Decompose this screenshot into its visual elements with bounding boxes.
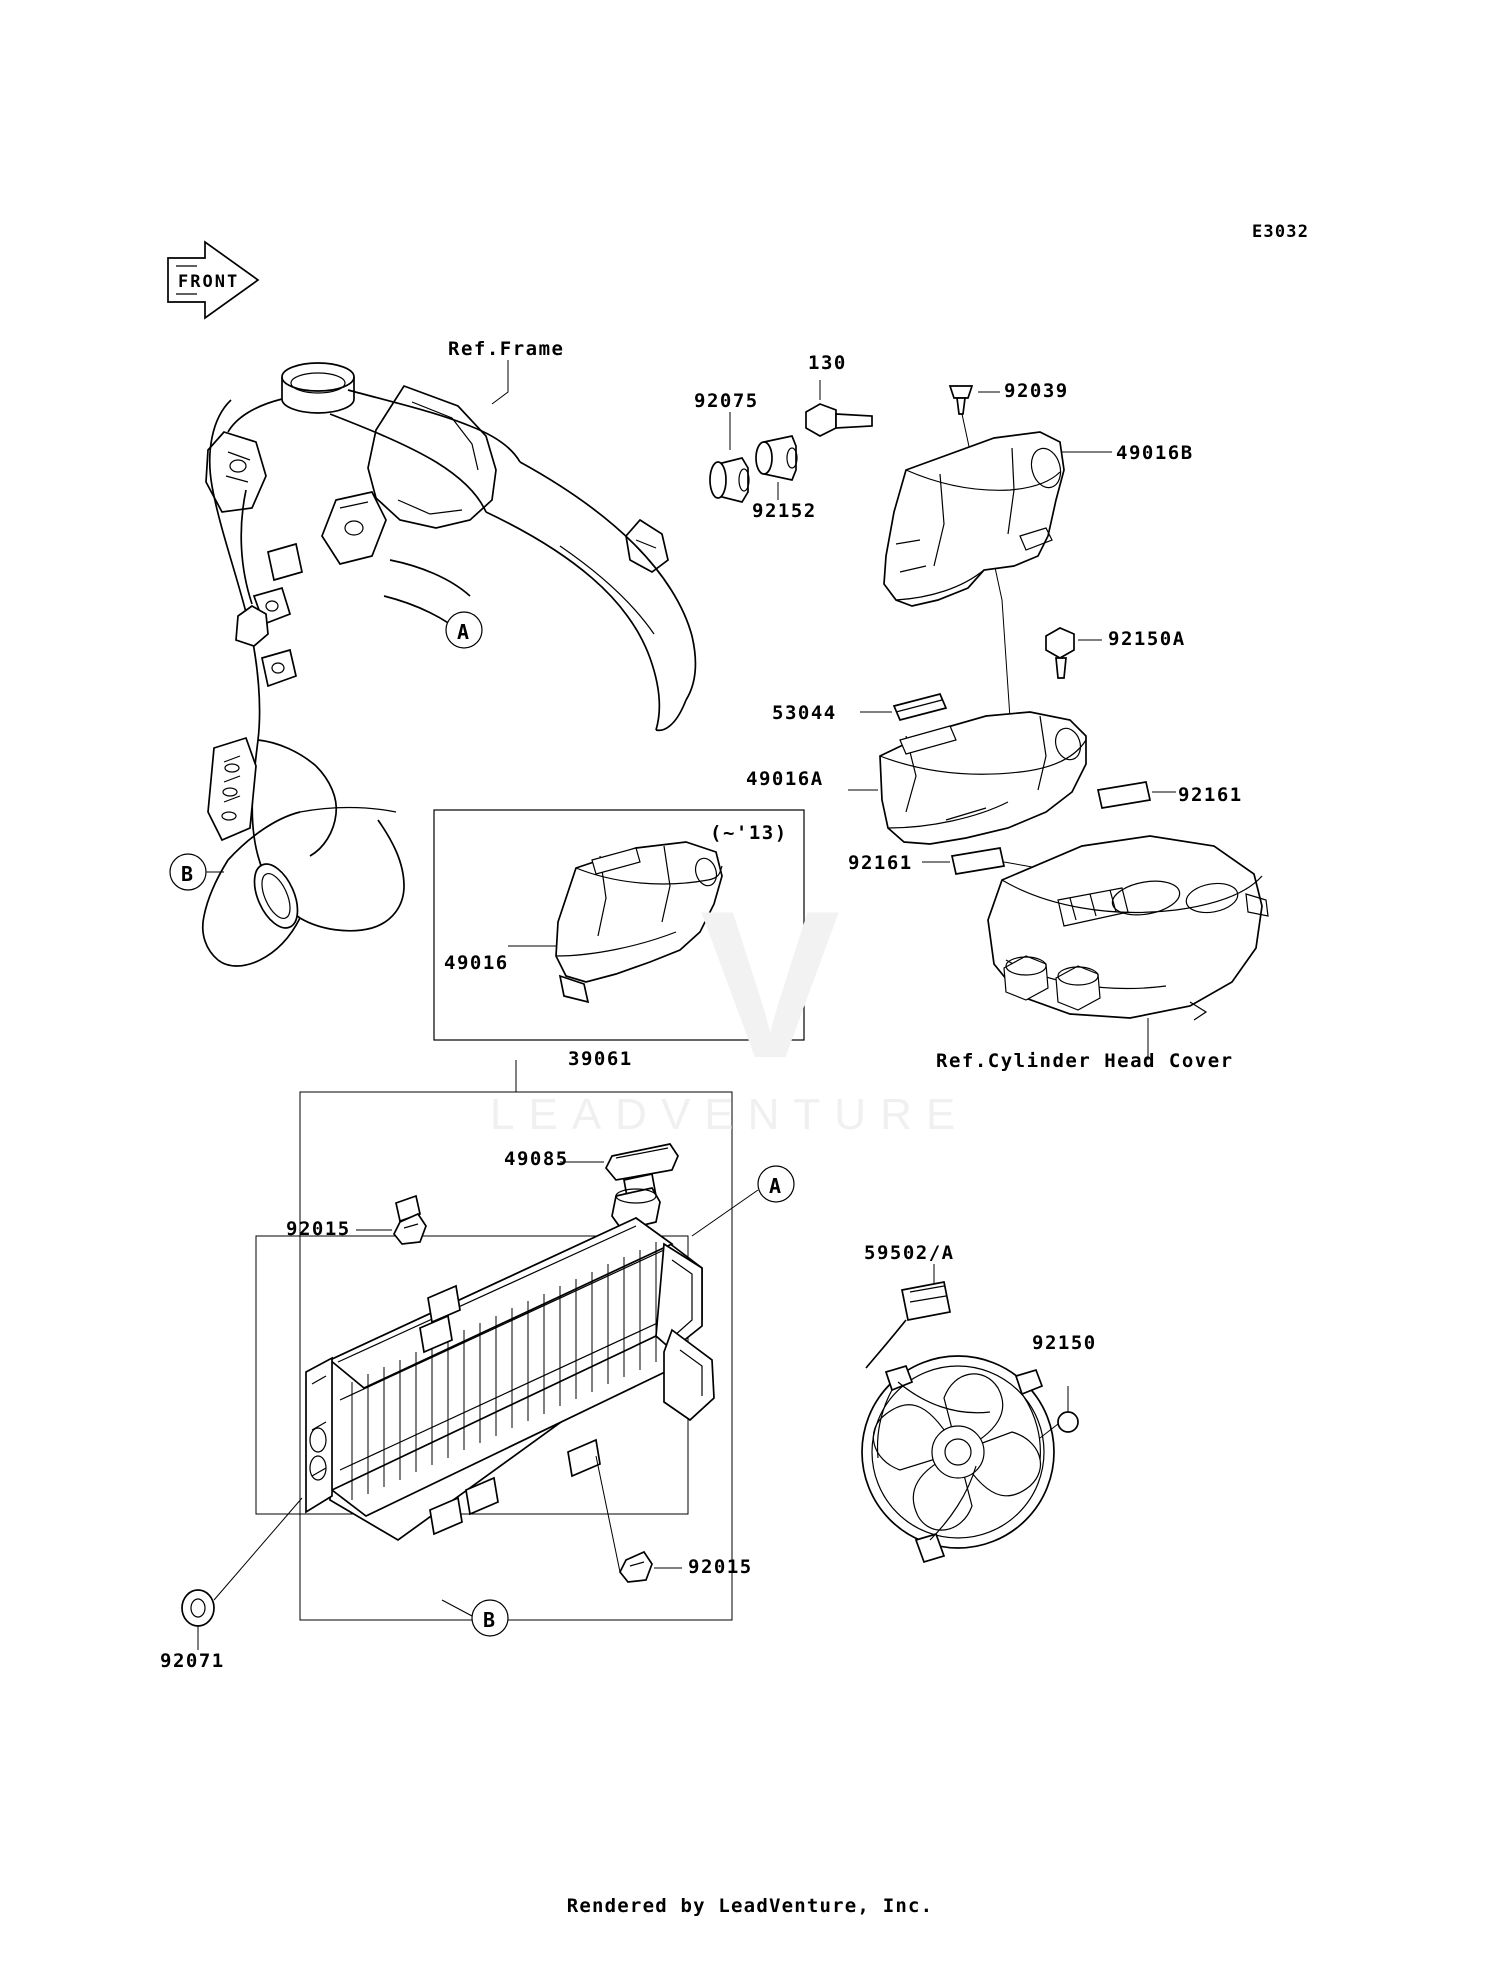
label-92150: 92150	[1032, 1332, 1097, 1354]
part-92075-damper	[710, 412, 749, 502]
part-92071-grommet	[182, 1498, 302, 1650]
part-92161-damper-right	[1098, 782, 1176, 808]
part-92150a-bolt	[1046, 628, 1102, 678]
label-53044: 53044	[772, 702, 837, 724]
label-ref-frame: Ref.Frame	[448, 338, 565, 360]
label-92150a: 92150A	[1108, 628, 1186, 650]
sheet-code: E3032	[1252, 222, 1310, 242]
label-92161-left: 92161	[848, 852, 913, 874]
balloon-b-frame: B	[181, 862, 195, 886]
cylinder-head-cover-drawing	[988, 836, 1268, 1060]
label-49016a: 49016A	[746, 768, 824, 790]
label-inset-note: (~'13)	[710, 822, 788, 844]
fan-assembly-drawing	[862, 1264, 1054, 1562]
leader-ref-frame	[492, 360, 508, 404]
balloon-b-radiator: B	[483, 1608, 497, 1632]
label-39061: 39061	[568, 1048, 633, 1070]
part-92152-collar	[756, 436, 797, 500]
label-49085: 49085	[504, 1148, 569, 1170]
part-49016a-shroud	[848, 712, 1086, 844]
part-130-bolt	[806, 380, 872, 436]
part-49085-cap	[560, 1144, 678, 1202]
label-92039: 92039	[1004, 380, 1069, 402]
label-49016b: 49016B	[1116, 442, 1194, 464]
label-92071: 92071	[160, 1650, 225, 1672]
balloon-a-frame: A	[457, 620, 471, 644]
part-92015-nut-lower	[596, 1456, 682, 1582]
watermark-text: LEADVENTURE	[490, 1090, 970, 1139]
balloon-b-frame-circle	[170, 854, 224, 890]
balloon-a-radiator: A	[769, 1174, 783, 1198]
label-ref-cylinder-head-cover: Ref.Cylinder Head Cover	[936, 1050, 1234, 1072]
label-92015-top: 92015	[286, 1218, 351, 1240]
label-59502a: 59502/A	[864, 1242, 955, 1264]
balloon-b-radiator-circle	[442, 1600, 508, 1636]
label-92161-right: 92161	[1178, 784, 1243, 806]
radiator-core-drawing	[306, 1170, 714, 1540]
footer-credit: Rendered by LeadVenture, Inc.	[566, 1895, 934, 1917]
label-92152: 92152	[752, 500, 817, 522]
label-92015-bottom: 92015	[688, 1556, 753, 1578]
label-130: 130	[808, 352, 847, 374]
label-49016: 49016	[444, 952, 509, 974]
watermark-mark: V	[700, 867, 841, 1102]
label-92075: 92075	[694, 390, 759, 412]
part-53044-strip	[860, 694, 946, 720]
front-arrow-label: FRONT	[178, 272, 240, 292]
part-92015-nut-upper	[356, 1214, 426, 1244]
